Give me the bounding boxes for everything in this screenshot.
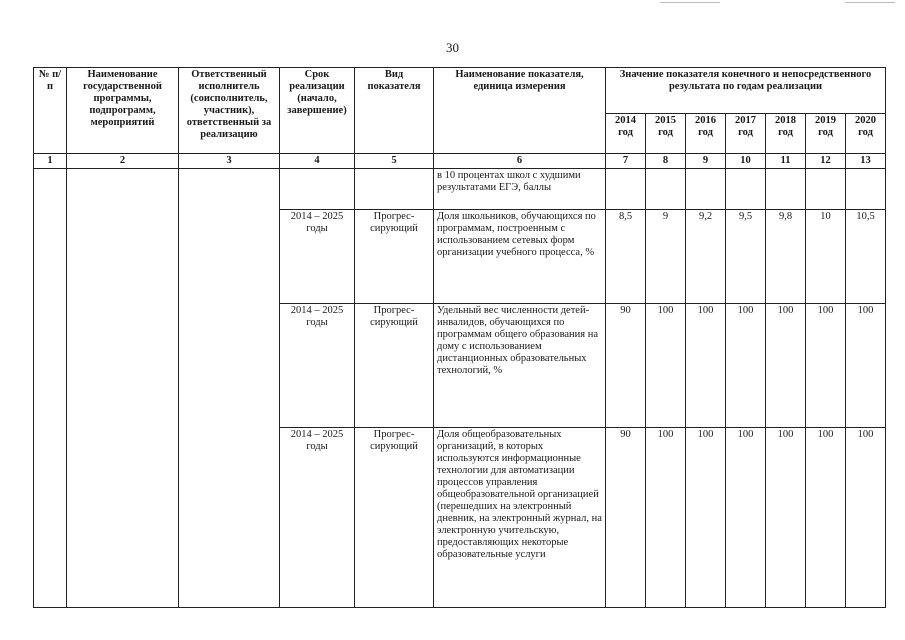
column-number: 7: [606, 154, 646, 169]
value-cell: 9: [646, 210, 686, 304]
value-cell: 9,8: [766, 210, 806, 304]
term-cell: 2014 – 2025 годы: [280, 210, 355, 304]
value-cell: [646, 169, 686, 210]
header-num: № п/п: [34, 68, 67, 154]
type-cell: Прогрессирующий: [355, 304, 434, 428]
header-program: Наименование государственной программы, подпрограмм, мероприятий: [67, 68, 179, 154]
value-cell: 100: [686, 428, 726, 608]
value-cell: 9,5: [726, 210, 766, 304]
indicator-cell: Удельный вес численности детей-инвалидов, обучающихся по программам общего образования на дому с использованием дистанционных образовательных технологий, %: [434, 304, 606, 428]
value-cell: 100: [646, 428, 686, 608]
scan-speck: [660, 2, 720, 3]
column-number: 10: [726, 154, 766, 169]
num-cell: [34, 169, 67, 608]
indicator-cell: Доля школьников, обучающихся по программам, построенным с использованием сетевых форм организации учебного процесса, %: [434, 210, 606, 304]
type-cell: Прогрессирующий: [355, 210, 434, 304]
header-year: 2020 год: [846, 114, 886, 154]
page-number: 30: [446, 40, 459, 55]
value-cell: 90: [606, 428, 646, 608]
header-year: 2018 год: [766, 114, 806, 154]
column-number: 2: [67, 154, 179, 169]
value-cell: 100: [846, 428, 886, 608]
value-cell: [766, 169, 806, 210]
value-cell: [806, 169, 846, 210]
value-cell: 100: [726, 304, 766, 428]
value-cell: [606, 169, 646, 210]
column-number: 11: [766, 154, 806, 169]
type-cell: [355, 169, 434, 210]
indicator-table: [33, 67, 886, 608]
header-term: Срок реализации (начало, завершение): [280, 68, 355, 154]
header-year: 2016 год: [686, 114, 726, 154]
term-cell: [280, 169, 355, 210]
column-number: 12: [806, 154, 846, 169]
indicator-cell: Доля общеобразовательных организаций, в которых используются информационные технологии для автоматизации процессов управления общеобразовательной организацией (перешедших на электронный дневник, на электронный журнал, на электронную учительскую, предоставляющих некоторые образовательные услуги: [434, 428, 606, 608]
executor-cell: [179, 169, 280, 608]
table-row: [34, 169, 886, 210]
value-cell: 100: [806, 304, 846, 428]
value-cell: 100: [846, 304, 886, 428]
value-cell: [686, 169, 726, 210]
column-number-row: [34, 154, 886, 169]
column-number: 5: [355, 154, 434, 169]
scan-speck: [845, 2, 895, 3]
header-indicator: Наименование показателя, единица измерения: [434, 68, 606, 154]
value-cell: [846, 169, 886, 210]
header-executor: Ответственный исполнитель (соисполнитель, участник), ответственный за реализацию: [179, 68, 280, 154]
value-cell: 10: [806, 210, 846, 304]
column-number: 1: [34, 154, 67, 169]
header-year: 2017 год: [726, 114, 766, 154]
header-type: Вид показателя: [355, 68, 434, 154]
column-number: 6: [434, 154, 606, 169]
column-number: 9: [686, 154, 726, 169]
header-values-group: Значение показателя конечного и непосредственного результата по годам реализации: [606, 68, 886, 114]
type-cell: Прогрессирующий: [355, 428, 434, 608]
value-cell: 100: [726, 428, 766, 608]
value-cell: 90: [606, 304, 646, 428]
header-year: 2015 год: [646, 114, 686, 154]
column-number: 13: [846, 154, 886, 169]
program-cell: [67, 169, 179, 608]
value-cell: [726, 169, 766, 210]
value-cell: 100: [806, 428, 846, 608]
value-cell: 100: [646, 304, 686, 428]
header-year: 2019 год: [806, 114, 846, 154]
column-number: 4: [280, 154, 355, 169]
indicator-cell: в 10 процентах школ с худшими результатами ЕГЭ, баллы: [434, 169, 606, 210]
column-number: 8: [646, 154, 686, 169]
value-cell: 100: [686, 304, 726, 428]
value-cell: 100: [766, 304, 806, 428]
value-cell: 9,2: [686, 210, 726, 304]
header-year: 2014 год: [606, 114, 646, 154]
value-cell: 8,5: [606, 210, 646, 304]
value-cell: 10,5: [846, 210, 886, 304]
term-cell: 2014 – 2025 годы: [280, 428, 355, 608]
column-number: 3: [179, 154, 280, 169]
value-cell: 100: [766, 428, 806, 608]
term-cell: 2014 – 2025 годы: [280, 304, 355, 428]
